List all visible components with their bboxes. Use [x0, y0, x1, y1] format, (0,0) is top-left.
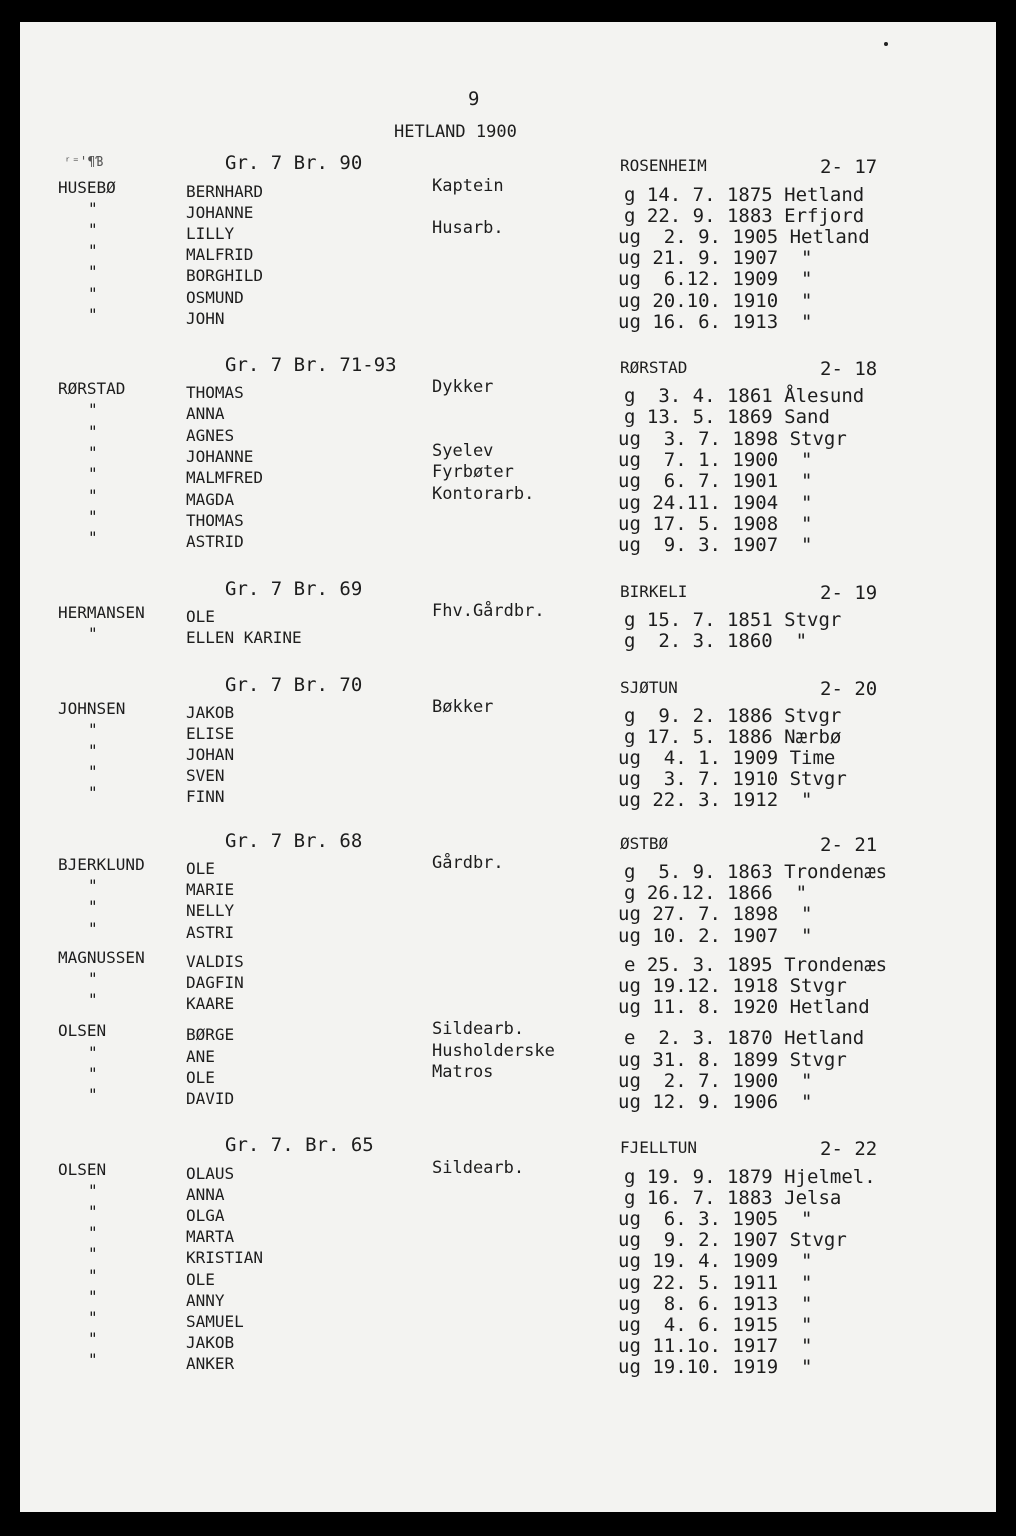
- household-place-name: RØRSTAD: [620, 358, 688, 377]
- person-surname: ": [88, 1287, 98, 1306]
- person-given-name: OLE: [186, 859, 215, 878]
- person-surname: ": [88, 199, 98, 218]
- person-occupation: Sildearb.: [432, 1019, 525, 1039]
- person-record: ug 6.12. 1909 ": [618, 268, 813, 290]
- person-given-name: OLE: [186, 607, 215, 626]
- person-surname: ": [88, 422, 98, 441]
- person-given-name: JAKOB: [186, 1333, 235, 1352]
- household-group-ref: Gr. 7 Br. 70: [225, 674, 363, 696]
- person-surname: ": [88, 876, 98, 895]
- person-given-name: JAKOB: [186, 703, 235, 722]
- person-surname: ": [88, 1085, 98, 1104]
- person-surname: OLSEN: [58, 1021, 107, 1040]
- person-given-name: ANNY: [186, 1291, 225, 1310]
- person-record: g 2. 3. 1860 ": [624, 630, 808, 652]
- person-record: g 15. 7. 1851 Stvgr: [624, 609, 842, 631]
- person-record: ug 20.10. 1910 ": [618, 290, 813, 312]
- person-record: g 22. 9. 1883 Erfjord: [624, 205, 865, 227]
- person-surname: ": [88, 443, 98, 462]
- person-record: ug 19. 4. 1909 ": [618, 1250, 813, 1272]
- person-record: ug 22. 5. 1911 ": [618, 1272, 813, 1294]
- person-surname: BJERKLUND: [58, 855, 145, 874]
- person-record: ug 2. 9. 1905 Hetland: [618, 226, 870, 248]
- person-record: ug 7. 1. 1900 ": [618, 449, 813, 471]
- person-given-name: OLE: [186, 1270, 215, 1289]
- person-record: ug 24.11. 1904 ": [618, 492, 813, 514]
- person-surname: MAGNUSSEN: [58, 948, 145, 967]
- person-record: ug 11. 8. 1920 Hetland: [618, 996, 870, 1018]
- person-record: g 26.12. 1866 ": [624, 882, 808, 904]
- person-record: ug 4. 6. 1915 ": [618, 1314, 813, 1336]
- person-occupation: Gårdbr.: [432, 853, 504, 873]
- person-record: e 25. 3. 1895 Trondenæs: [624, 954, 888, 976]
- person-given-name: JOHANNE: [186, 447, 254, 466]
- household-plot-number: 2- 20: [820, 678, 878, 700]
- person-surname: ": [88, 1266, 98, 1285]
- person-surname: ": [88, 1329, 98, 1348]
- person-given-name: AGNES: [186, 426, 235, 445]
- person-record: g 13. 5. 1869 Sand: [624, 406, 830, 428]
- person-record: ug 19.12. 1918 Stvgr: [618, 975, 847, 997]
- person-surname: ": [88, 262, 98, 281]
- person-given-name: ELISE: [186, 724, 235, 743]
- person-given-name: BERNHARD: [186, 182, 264, 201]
- person-surname: ": [88, 919, 98, 938]
- person-record: ug 16. 6. 1913 ": [618, 311, 813, 333]
- person-given-name: BORGHILD: [186, 266, 264, 285]
- household-place-name: BIRKELI: [620, 582, 688, 601]
- person-occupation: Kaptein: [432, 176, 504, 196]
- household-group-ref: Gr. 7. Br. 65: [225, 1134, 374, 1156]
- person-occupation: Dykker: [432, 377, 494, 397]
- person-given-name: JOHN: [186, 309, 225, 328]
- person-surname: ": [88, 969, 98, 988]
- person-surname: HERMANSEN: [58, 603, 145, 622]
- person-given-name: ANNA: [186, 1185, 225, 1204]
- person-record: ug 9. 2. 1907 Stvgr: [618, 1229, 847, 1251]
- person-surname: ": [88, 507, 98, 526]
- person-surname: ": [88, 1223, 98, 1242]
- person-given-name: THOMAS: [186, 511, 244, 530]
- person-record: ug 12. 9. 1906 ": [618, 1091, 813, 1113]
- person-given-name: MAGDA: [186, 490, 235, 509]
- person-given-name: DAVID: [186, 1089, 235, 1108]
- person-record: ug 22. 3. 1912 ": [618, 789, 813, 811]
- household-group-ref: Gr. 7 Br. 68: [225, 830, 363, 852]
- person-given-name: VALDIS: [186, 952, 244, 971]
- person-given-name: OSMUND: [186, 288, 244, 307]
- person-surname: ": [88, 1043, 98, 1062]
- corner-mark: ʳ⁼'¶Ɓ: [64, 155, 104, 170]
- person-record: ug 2. 7. 1900 ": [618, 1070, 813, 1092]
- person-given-name: SVEN: [186, 766, 225, 785]
- person-given-name: ANE: [186, 1047, 215, 1066]
- person-surname: ": [88, 1202, 98, 1221]
- person-surname: ": [88, 400, 98, 419]
- person-surname: ": [88, 762, 98, 781]
- person-surname: ": [88, 305, 98, 324]
- household-plot-number: 2- 17: [820, 156, 878, 178]
- person-given-name: JOHAN: [186, 745, 235, 764]
- person-surname: ": [88, 284, 98, 303]
- person-surname: OLSEN: [58, 1160, 107, 1179]
- person-given-name: OLE: [186, 1068, 215, 1087]
- person-surname: ": [88, 1181, 98, 1200]
- person-occupation: Husholderske: [432, 1041, 555, 1061]
- person-record: ug 31. 8. 1899 Stvgr: [618, 1049, 847, 1071]
- person-record: ug 21. 9. 1907 ": [618, 247, 813, 269]
- person-given-name: DAGFIN: [186, 973, 244, 992]
- person-surname: ": [88, 990, 98, 1009]
- person-record: ug 17. 5. 1908 ": [618, 513, 813, 535]
- person-given-name: LILLY: [186, 224, 235, 243]
- person-surname: ": [88, 220, 98, 239]
- person-record: ug 11.1o. 1917 ": [618, 1335, 813, 1357]
- person-given-name: JOHANNE: [186, 203, 254, 222]
- person-record: ug 6. 7. 1901 ": [618, 470, 813, 492]
- person-given-name: ELLEN KARINE: [186, 628, 302, 647]
- person-given-name: KRISTIAN: [186, 1248, 264, 1267]
- person-occupation: Husarb.: [432, 218, 504, 238]
- person-given-name: OLGA: [186, 1206, 225, 1225]
- person-record: g 19. 9. 1879 Hjelmel.: [624, 1166, 876, 1188]
- household-plot-number: 2- 19: [820, 582, 878, 604]
- person-surname: ": [88, 1350, 98, 1369]
- household-plot-number: 2- 21: [820, 834, 878, 856]
- page-title: HETLAND 1900: [394, 122, 517, 142]
- person-surname: ": [88, 783, 98, 802]
- person-surname: ": [88, 897, 98, 916]
- person-given-name: ASTRID: [186, 532, 244, 551]
- person-given-name: FINN: [186, 787, 225, 806]
- person-given-name: OLAUS: [186, 1164, 235, 1183]
- person-given-name: MARTA: [186, 1227, 235, 1246]
- person-surname: ": [88, 741, 98, 760]
- person-surname: ": [88, 241, 98, 260]
- person-surname: ": [88, 1244, 98, 1263]
- person-record: ug 6. 3. 1905 ": [618, 1208, 813, 1230]
- person-occupation: Fyrbøter: [432, 462, 514, 482]
- person-occupation: Kontorarb.: [432, 484, 535, 504]
- person-record: g 3. 4. 1861 Ålesund: [624, 385, 865, 407]
- person-surname: ": [88, 720, 98, 739]
- person-record: ug 27. 7. 1898 ": [618, 903, 813, 925]
- person-occupation: Fhv.Gårdbr.: [432, 601, 545, 621]
- page-number: 9: [468, 88, 480, 110]
- person-record: e 2. 3. 1870 Hetland: [624, 1027, 865, 1049]
- person-record: ug 8. 6. 1913 ": [618, 1293, 813, 1315]
- person-surname: RØRSTAD: [58, 379, 126, 398]
- person-surname: ": [88, 528, 98, 547]
- person-surname: ": [88, 486, 98, 505]
- person-surname: ": [88, 1064, 98, 1083]
- person-occupation: Bøkker: [432, 697, 494, 717]
- person-surname: JOHNSEN: [58, 699, 126, 718]
- person-surname: ": [88, 1308, 98, 1327]
- person-record: ug 3. 7. 1910 Stvgr: [618, 768, 847, 790]
- person-given-name: NELLY: [186, 901, 235, 920]
- household-group-ref: Gr. 7 Br. 71-93: [225, 354, 397, 376]
- household-place-name: ROSENHEIM: [620, 156, 707, 175]
- person-record: ug 3. 7. 1898 Stvgr: [618, 428, 847, 450]
- person-record: g 16. 7. 1883 Jelsa: [624, 1187, 842, 1209]
- person-record: g 17. 5. 1886 Nærbø: [624, 726, 842, 748]
- person-given-name: SAMUEL: [186, 1312, 244, 1331]
- person-surname: ": [88, 464, 98, 483]
- person-given-name: KAARE: [186, 994, 235, 1013]
- document-page: [20, 22, 996, 1512]
- person-given-name: THOMAS: [186, 383, 244, 402]
- household-group-ref: Gr. 7 Br. 90: [225, 152, 363, 174]
- household-place-name: FJELLTUN: [620, 1138, 698, 1157]
- household-group-ref: Gr. 7 Br. 69: [225, 578, 363, 600]
- household-place-name: ØSTBØ: [620, 834, 669, 853]
- person-record: g 9. 2. 1886 Stvgr: [624, 705, 842, 727]
- person-given-name: MALFRID: [186, 245, 254, 264]
- person-record: ug 10. 2. 1907 ": [618, 925, 813, 947]
- person-surname: HUSEBØ: [58, 178, 116, 197]
- person-record: ug 4. 1. 1909 Time: [618, 747, 836, 769]
- person-given-name: BØRGE: [186, 1025, 235, 1044]
- person-given-name: ANNA: [186, 404, 225, 423]
- person-occupation: Matros: [432, 1062, 494, 1082]
- person-given-name: ASTRI: [186, 923, 235, 942]
- person-record: ug 19.10. 1919 ": [618, 1356, 813, 1378]
- household-plot-number: 2- 18: [820, 358, 878, 380]
- person-record: ug 9. 3. 1907 ": [618, 534, 813, 556]
- household-plot-number: 2- 22: [820, 1138, 878, 1160]
- household-place-name: SJØTUN: [620, 678, 678, 697]
- person-occupation: Sildearb.: [432, 1158, 525, 1178]
- person-given-name: ANKER: [186, 1354, 235, 1373]
- ink-dot: [884, 42, 888, 46]
- person-record: g 5. 9. 1863 Trondenæs: [624, 861, 888, 883]
- person-given-name: MALMFRED: [186, 468, 264, 487]
- person-surname: ": [88, 624, 98, 643]
- person-given-name: MARIE: [186, 880, 235, 899]
- person-record: g 14. 7. 1875 Hetland: [624, 184, 865, 206]
- person-occupation: Syelev: [432, 441, 494, 461]
